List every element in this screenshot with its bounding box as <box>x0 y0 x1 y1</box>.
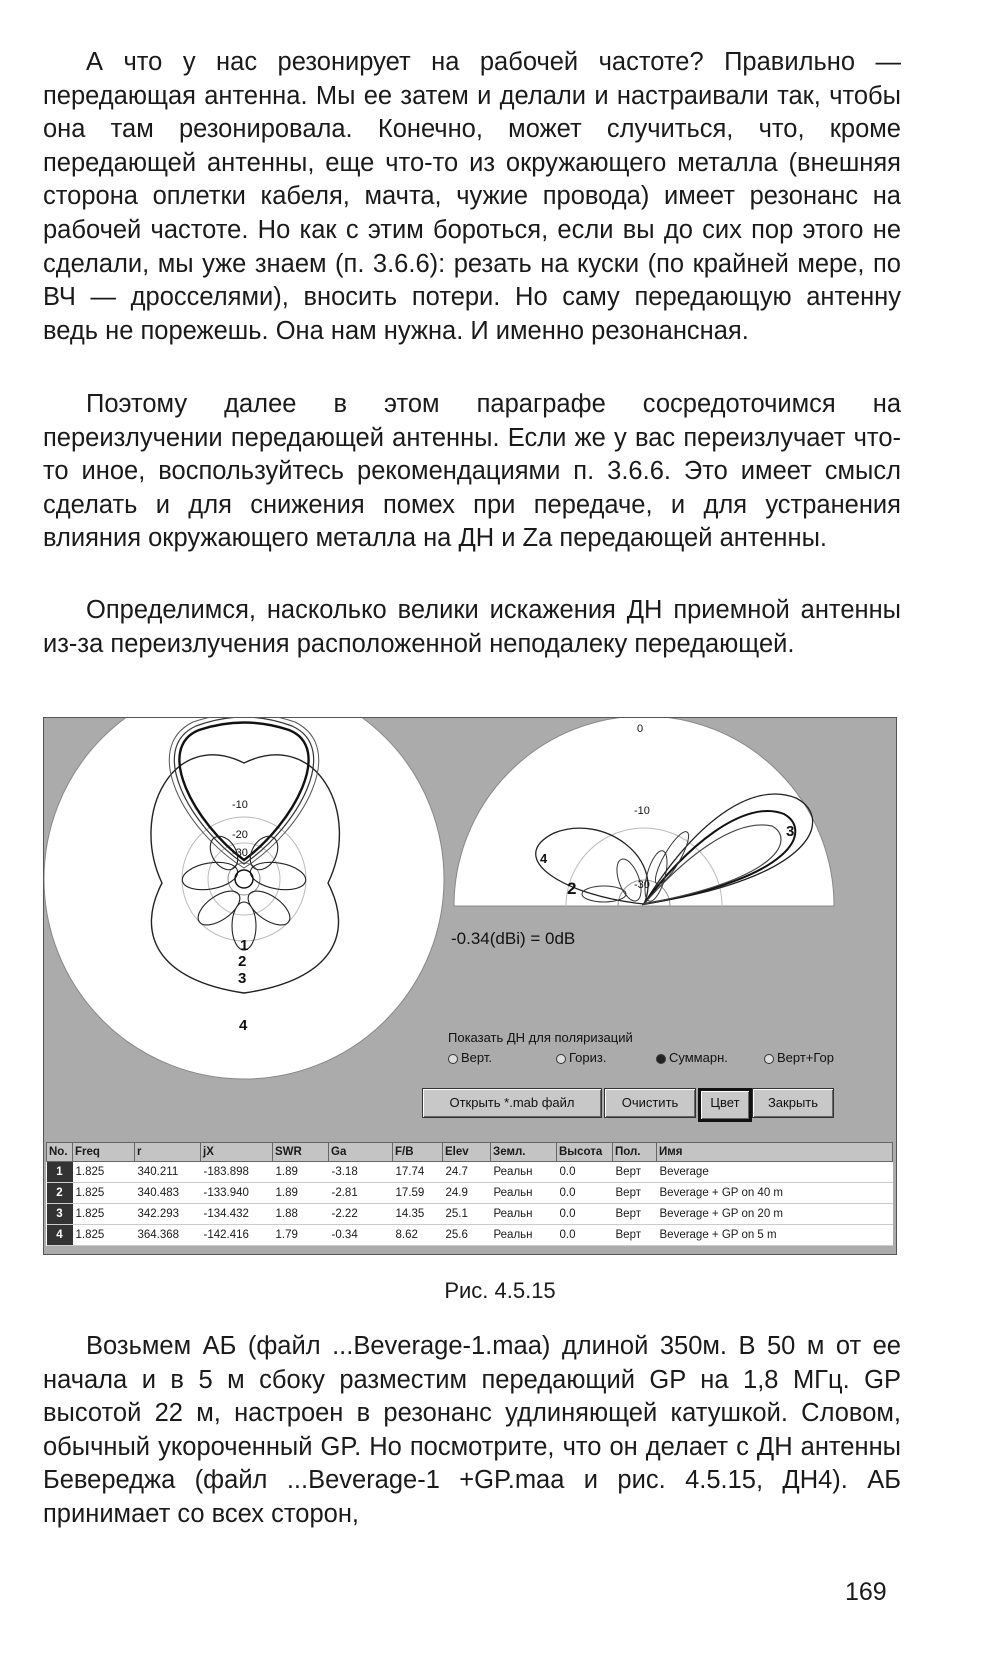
table-header-row <box>47 1143 893 1162</box>
azimuth-curve-label-2: 2 <box>238 953 247 970</box>
elevation-ring-label-10: -10 <box>634 805 650 817</box>
paragraph-4: Возьмем АБ (файл ...Beverage-1.maa) длиной 350м. В 50 м от ее начала и в 5 м сбоку разместим передающий GP на 1,8 МГц. GP высотой 22 м, настроен в резонанс удлиняющей катушкой. Словом, обычный укороченный GP. Но посмотрите, что он делает с ДН антенны Бевереджа (файл ...Beverage-1 +GP.maa и рис. 4.5.15, ДН4). АБ принимает со всех сторон, <box>43 1332 901 1528</box>
azimuth-curve-label-3: 3 <box>238 970 247 987</box>
cell-jx: -142.416 <box>201 1225 273 1246</box>
cell-freq: 1.825 <box>73 1225 135 1246</box>
cell-r: 342.293 <box>135 1204 201 1225</box>
clear-button[interactable]: Очистить <box>604 1088 696 1118</box>
cell-fb: 17.59 <box>393 1183 443 1204</box>
color-button[interactable]: Цвет <box>698 1088 752 1122</box>
cell-freq: 1.825 <box>73 1183 135 1204</box>
radio-vertical[interactable]: Верт. <box>448 1050 492 1065</box>
col-no[interactable]: No. <box>47 1143 73 1162</box>
cell-height: 0.0 <box>557 1204 613 1225</box>
elevation-plot <box>451 718 834 948</box>
azimuth-ring-label-30: -30 <box>232 847 248 859</box>
cell-pol: Верт <box>613 1204 657 1225</box>
cell-swr: 1.89 <box>273 1162 329 1183</box>
cell-height: 0.0 <box>557 1162 613 1183</box>
cell-no: 4 <box>47 1225 73 1246</box>
col-fb[interactable]: F/B <box>393 1143 443 1162</box>
figure-4-5-15 <box>43 717 897 1255</box>
cell-height: 0.0 <box>557 1183 613 1204</box>
elevation-curve-label-3: 3 <box>786 823 795 840</box>
col-ground[interactable]: Земл. <box>491 1143 557 1162</box>
col-jx[interactable]: jX <box>201 1143 273 1162</box>
cell-r: 340.483 <box>135 1183 201 1204</box>
cell-fb: 14.35 <box>393 1204 443 1225</box>
cell-jx: -133.940 <box>201 1183 273 1204</box>
cell-jx: -183.898 <box>201 1162 273 1183</box>
col-ga[interactable]: Ga <box>329 1143 393 1162</box>
cell-elev: 24.7 <box>443 1162 491 1183</box>
page-number: 169 <box>845 1578 887 1606</box>
cell-name: Beverage + GP on 40 m <box>657 1183 893 1204</box>
cell-elev: 24.9 <box>443 1183 491 1204</box>
cell-swr: 1.89 <box>273 1183 329 1204</box>
cell-elev: 25.6 <box>443 1225 491 1246</box>
polarization-group <box>448 1030 888 1080</box>
col-pol[interactable]: Пол. <box>613 1143 657 1162</box>
azimuth-plot <box>44 718 444 1079</box>
cell-r: 364.368 <box>135 1225 201 1246</box>
radio-total[interactable]: Суммарн. <box>656 1050 728 1065</box>
azimuth-curve-label-4: 4 <box>239 1017 248 1034</box>
cell-no: 1 <box>47 1162 73 1183</box>
cell-fb: 17.74 <box>393 1162 443 1183</box>
table-row[interactable] <box>47 1162 893 1183</box>
cell-ga: -2.81 <box>329 1183 393 1204</box>
azimuth-ring-label-20: -20 <box>232 829 248 841</box>
cell-name: Beverage + GP on 5 m <box>657 1225 893 1246</box>
col-freq[interactable]: Freq <box>73 1143 135 1162</box>
cell-ground: Реальн <box>491 1183 557 1204</box>
polarization-title: Показать ДН для поляризаций <box>448 1030 633 1045</box>
cell-r: 340.211 <box>135 1162 201 1183</box>
table-row[interactable] <box>47 1204 893 1225</box>
elevation-top-label: 0 <box>637 723 644 735</box>
results-table <box>46 1142 893 1246</box>
cell-ground: Реальн <box>491 1225 557 1246</box>
cell-pol: Верт <box>613 1225 657 1246</box>
cell-ga: -0.34 <box>329 1225 393 1246</box>
table-row[interactable] <box>47 1183 893 1204</box>
col-height[interactable]: Высота <box>557 1143 613 1162</box>
figure-caption: Рис. 4.5.15 <box>444 1278 556 1303</box>
col-r[interactable]: r <box>135 1143 201 1162</box>
cell-freq: 1.825 <box>73 1204 135 1225</box>
open-mab-file-button[interactable]: Открыть *.mab файл <box>422 1088 602 1118</box>
cell-swr: 1.79 <box>273 1225 329 1246</box>
col-swr[interactable]: SWR <box>273 1143 329 1162</box>
elevation-curve-label-4: 4 <box>540 851 548 866</box>
azimuth-ring-label-10: -10 <box>232 799 248 811</box>
reference-level: -0.34(dBi) = 0dB <box>451 929 576 948</box>
cell-swr: 1.88 <box>273 1204 329 1225</box>
cell-pol: Верт <box>613 1162 657 1183</box>
radio-vert-plus-horiz[interactable]: Верт+Гор <box>764 1050 834 1065</box>
radio-horizontal[interactable]: Гориз. <box>556 1050 606 1065</box>
paragraph-2: Поэтому далее в этом параграфе сосредоточимся на переизлучении передающей антенны. Если же у вас переизлучает что-то иное, воспользуйтесь рекомендациями п. 3.6.6. Это имеет смысл сделать и для снижения помех при передаче, и для устранения влияния окружающего металла на ДН и Za передающей антенны. <box>43 390 901 553</box>
cell-ground: Реальн <box>491 1204 557 1225</box>
paragraph-1: А что у нас резонирует на рабочей частоте? Правильно — передающая антенна. Мы ее затем и делали и настраивали так, чтобы она там резонировала. Конечно, может случиться, что, кроме передающей антенны, еще что-то из окружающего металла (внешняя сторона оплетки кабеля, мачта, чужие провода) имеет резонанс на рабочей частоте. Но как с этим бороться, если вы до сих пор этого не сделали, мы уже знаем (п. 3.6.6): резать на куски (по крайней мере, по ВЧ — дросселями), вносить потери. Но саму передающую антенну ведь не порежешь. Она нам нужна. И именно резонансная. <box>43 48 901 345</box>
paragraph-3: Определимся, насколько велики искажения ДН приемной антенны из-за переизлучения расположенной неподалеку передающей. <box>43 596 901 658</box>
col-name[interactable]: Имя <box>657 1143 893 1162</box>
close-button[interactable]: Закрыть <box>752 1088 834 1118</box>
cell-ground: Реальн <box>491 1162 557 1183</box>
cell-elev: 25.1 <box>443 1204 491 1225</box>
cell-name: Beverage <box>657 1162 893 1183</box>
cell-jx: -134.432 <box>201 1204 273 1225</box>
cell-name: Beverage + GP on 20 m <box>657 1204 893 1225</box>
cell-pol: Верт <box>613 1183 657 1204</box>
elevation-curve-label-2: 2 <box>567 879 577 898</box>
azimuth-curve-label-1: 1 <box>240 937 249 954</box>
cell-ga: -2.22 <box>329 1204 393 1225</box>
cell-no: 2 <box>47 1183 73 1204</box>
cell-freq: 1.825 <box>73 1162 135 1183</box>
cell-height: 0.0 <box>557 1225 613 1246</box>
cell-ga: -3.18 <box>329 1162 393 1183</box>
col-elev[interactable]: Elev <box>443 1143 491 1162</box>
table-row[interactable] <box>47 1225 893 1246</box>
cell-fb: 8.62 <box>393 1225 443 1246</box>
elevation-ring-label-30: -30 <box>634 879 650 891</box>
cell-no: 3 <box>47 1204 73 1225</box>
